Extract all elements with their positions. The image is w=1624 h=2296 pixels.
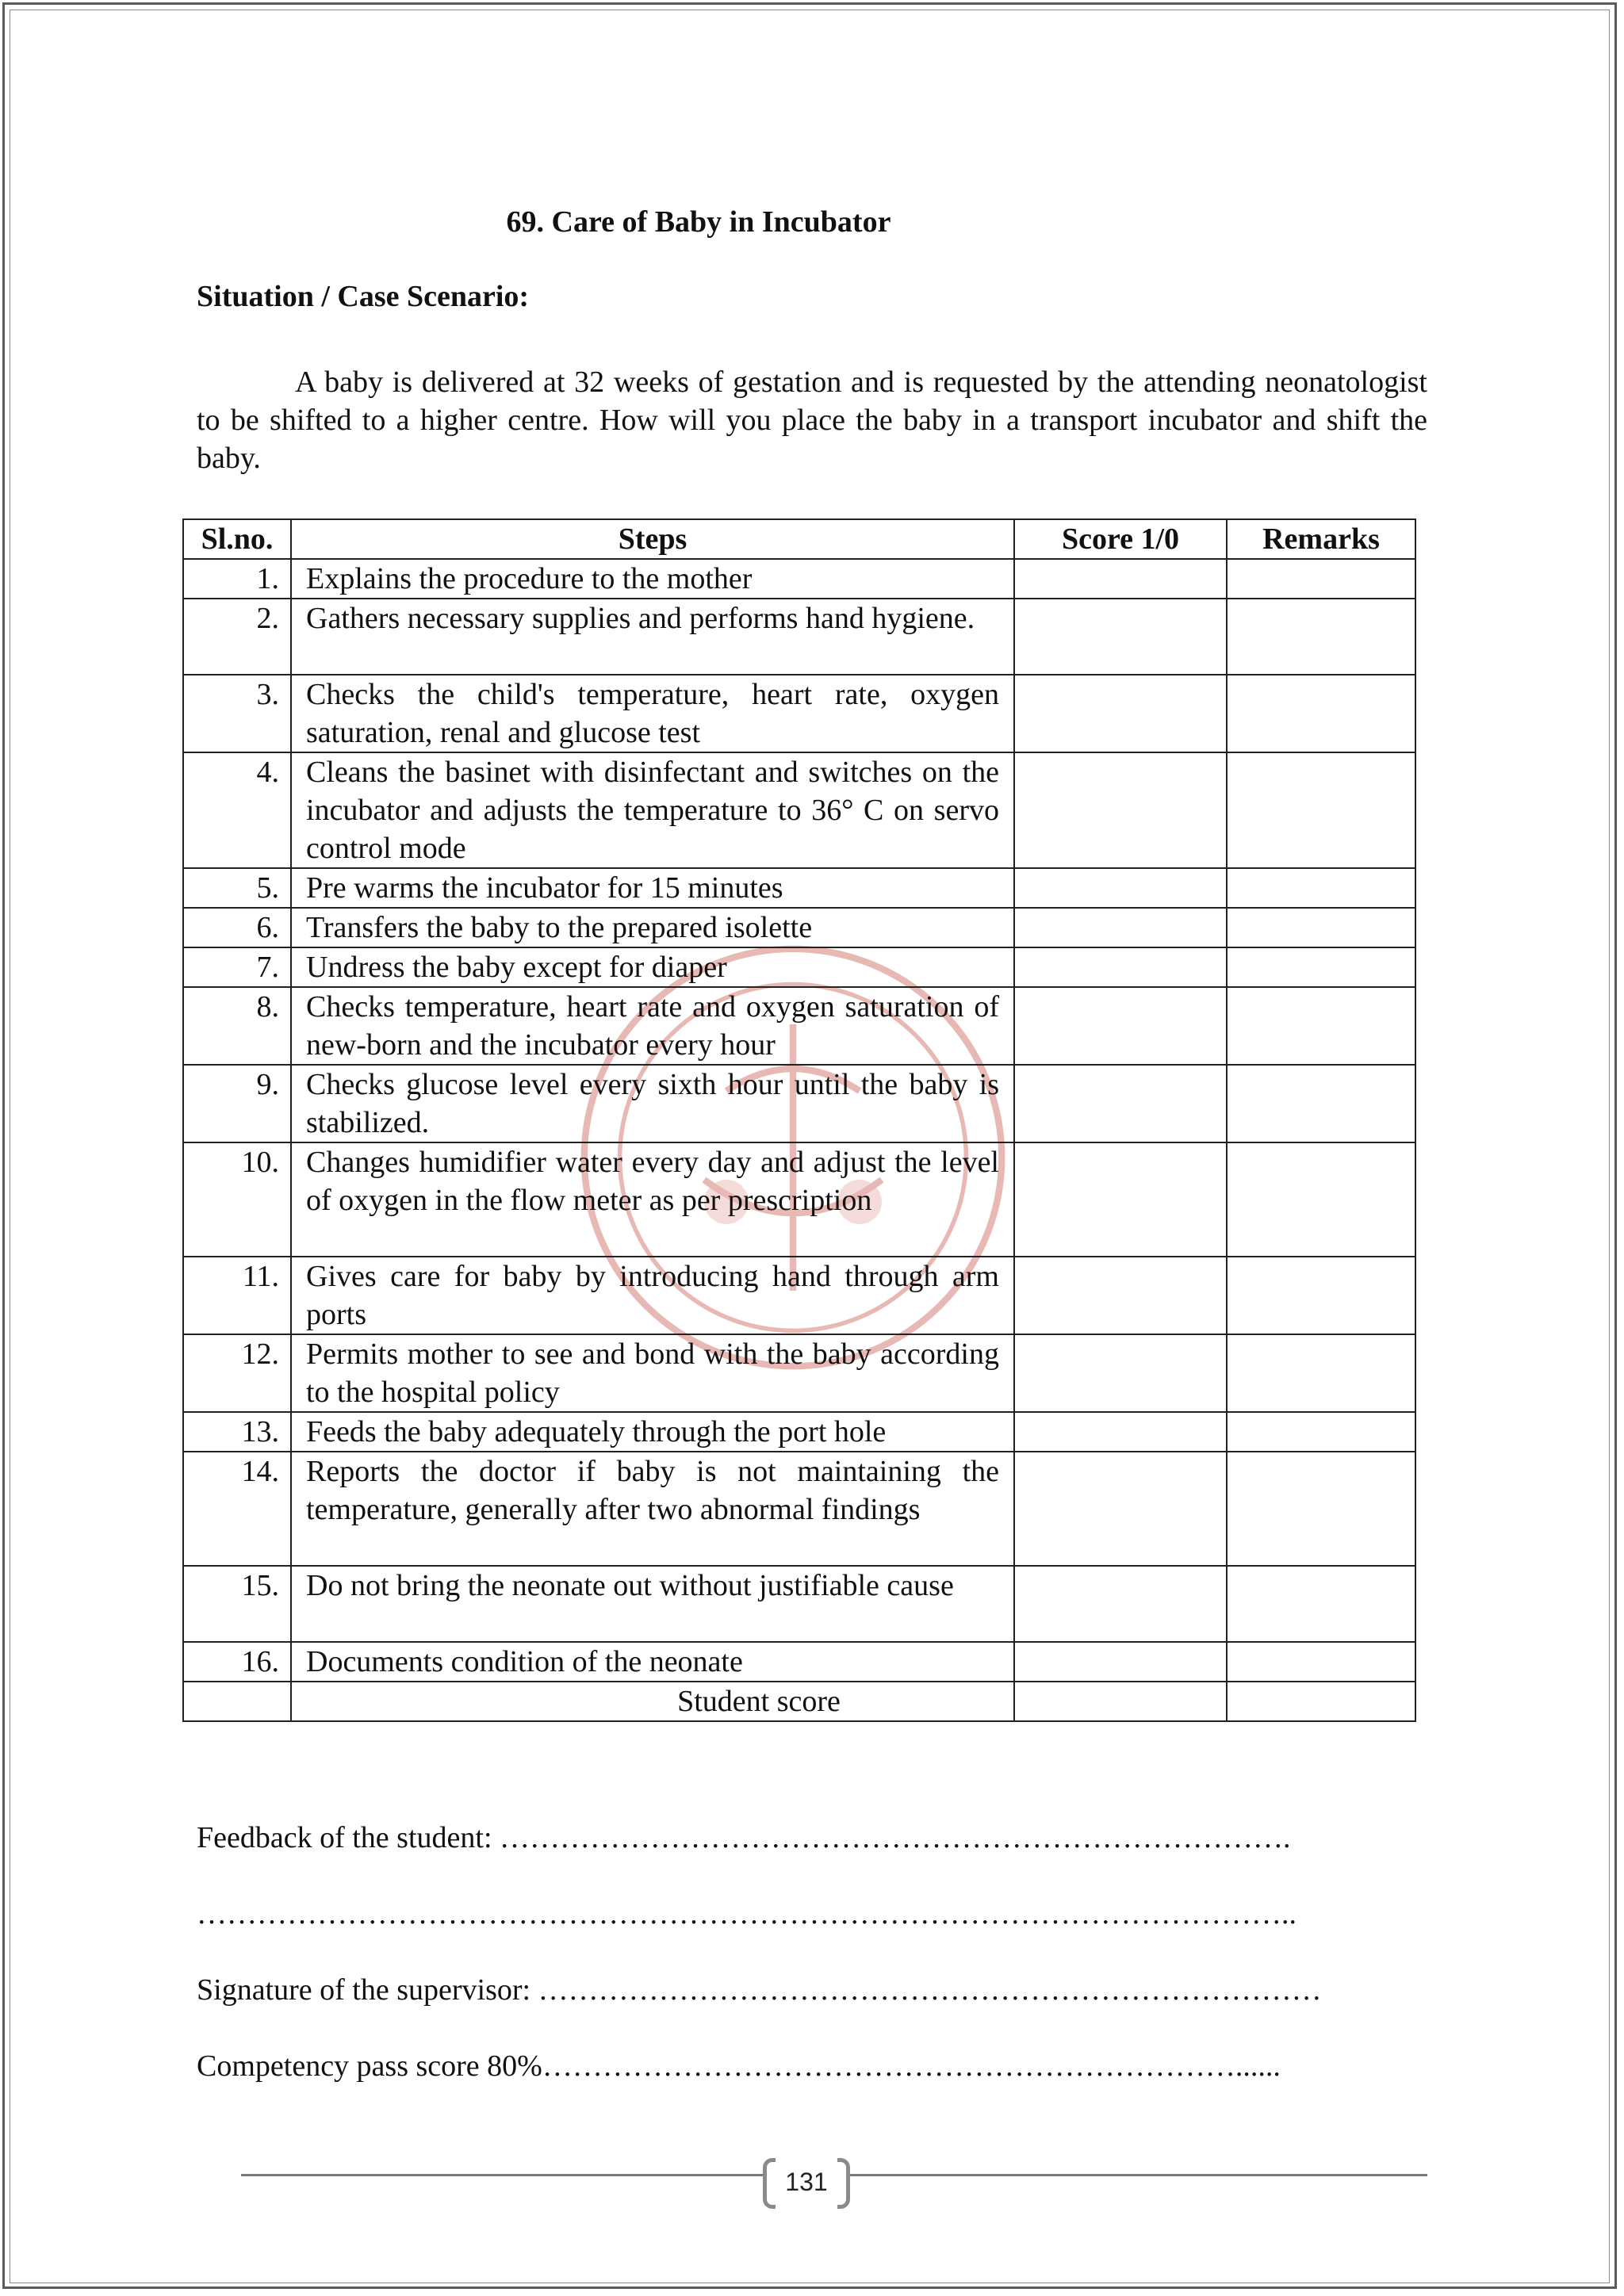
row-number: 13. (183, 1412, 291, 1452)
row-step: Changes humidifier water every day and adjust the level of oxygen in the flow meter as per prescription (291, 1142, 1014, 1257)
total-empty-cell (183, 1682, 291, 1721)
row-step: Explains the procedure to the mother (291, 559, 1014, 599)
row-number: 9. (183, 1065, 291, 1142)
table-row (183, 1566, 1415, 1642)
table-row (183, 1257, 1415, 1334)
row-number: 2. (183, 599, 291, 675)
row-step: Gathers necessary supplies and performs hand hygiene. (291, 599, 1014, 675)
row-number: 4. (183, 752, 291, 868)
row-remarks-cell (1227, 1566, 1415, 1642)
total-score-cell (1014, 1682, 1227, 1721)
header-score: Score 1/0 (1014, 519, 1227, 559)
row-score-cell (1014, 675, 1227, 752)
row-score-cell (1014, 1334, 1227, 1412)
row-score-cell (1014, 599, 1227, 675)
table-row (183, 1452, 1415, 1566)
row-number: 3. (183, 675, 291, 752)
row-step: Permits mother to see and bond with the baby according to the hospital policy (291, 1334, 1014, 1412)
table-row (183, 947, 1415, 987)
page-title: 69. Care of Baby in Incubator (506, 205, 891, 239)
page-number-box (763, 2158, 850, 2209)
row-step: Do not bring the neonate out without justifiable cause (291, 1566, 1014, 1642)
row-number: 1. (183, 559, 291, 599)
scenario-paragraph: A baby is delivered at 32 weeks of gestation and is requested by the attending neonatologist to be shifted to a higher centre. How will you place the baby in a transport incubator and shift the baby. (197, 365, 1427, 475)
row-remarks-cell (1227, 1642, 1415, 1682)
table-row (183, 559, 1415, 599)
table-row (183, 1412, 1415, 1452)
table-row (183, 1065, 1415, 1142)
row-number: 15. (183, 1566, 291, 1642)
table-row (183, 868, 1415, 908)
row-number: 11. (183, 1257, 291, 1334)
row-score-cell (1014, 752, 1227, 868)
row-step: Feeds the baby adequately through the port hole (291, 1412, 1014, 1452)
total-remarks-cell (1227, 1682, 1415, 1721)
table-row (183, 908, 1415, 947)
row-number: 8. (183, 987, 291, 1065)
table-row (183, 1142, 1415, 1257)
section-heading: Situation / Case Scenario: (197, 280, 530, 313)
footer-rule-right (850, 2174, 1427, 2176)
header-steps: Steps (291, 519, 1014, 559)
header-remarks: Remarks (1227, 519, 1415, 559)
row-step: Undress the baby except for diaper (291, 947, 1014, 987)
row-remarks-cell (1227, 752, 1415, 868)
page-number: 131 (785, 2168, 828, 2196)
row-score-cell (1014, 1065, 1227, 1142)
row-score-cell (1014, 1142, 1227, 1257)
row-step: Checks the child's temperature, heart rate, oxygen saturation, renal and glucose test (291, 675, 1014, 752)
row-remarks-cell (1227, 559, 1415, 599)
row-number: 14. (183, 1452, 291, 1566)
student-score-label: Student score (291, 1682, 1014, 1721)
row-score-cell (1014, 868, 1227, 908)
row-step: Transfers the baby to the prepared isolette (291, 908, 1014, 947)
row-step: Checks glucose level every sixth hour until the baby is stabilized. (291, 1065, 1014, 1142)
row-score-cell (1014, 947, 1227, 987)
row-score-cell (1014, 987, 1227, 1065)
row-score-cell (1014, 1566, 1227, 1642)
table-row (183, 675, 1415, 752)
row-score-cell (1014, 1412, 1227, 1452)
row-number: 12. (183, 1334, 291, 1412)
header-slno: Sl.no. (183, 519, 291, 559)
row-remarks-cell (1227, 868, 1415, 908)
row-remarks-cell (1227, 1412, 1415, 1452)
row-remarks-cell (1227, 987, 1415, 1065)
row-score-cell (1014, 1642, 1227, 1682)
student-score-row (183, 1682, 1415, 1721)
row-remarks-cell (1227, 599, 1415, 675)
row-step: Cleans the basinet with disinfectant and switches on the incubator and adjusts the temperature to 36° C on servo control mode (291, 752, 1014, 868)
row-step: Checks temperature, heart rate and oxygen saturation of new-born and the incubator every hour (291, 987, 1014, 1065)
pass-score-line: Competency pass score 80%……………………………………………………………...... (197, 2049, 1281, 2083)
row-step: Gives care for baby by introducing hand through arm ports (291, 1257, 1014, 1334)
row-step: Reports the doctor if baby is not maintaining the temperature, generally after two abnormal findings (291, 1452, 1014, 1566)
row-number: 6. (183, 908, 291, 947)
row-remarks-cell (1227, 947, 1415, 987)
row-score-cell (1014, 908, 1227, 947)
row-remarks-cell (1227, 908, 1415, 947)
row-number: 5. (183, 868, 291, 908)
row-step: Documents condition of the neonate (291, 1642, 1014, 1682)
row-remarks-cell (1227, 1334, 1415, 1412)
student-feedback-line: Feedback of the student: ……………………………………………………………………. (197, 1821, 1291, 1854)
row-remarks-cell (1227, 675, 1415, 752)
table-row (183, 1642, 1415, 1682)
row-step: Pre warms the incubator for 15 minutes (291, 868, 1014, 908)
row-number: 16. (183, 1642, 291, 1682)
row-number: 7. (183, 947, 291, 987)
row-score-cell (1014, 1452, 1227, 1566)
row-remarks-cell (1227, 1065, 1415, 1142)
row-score-cell (1014, 559, 1227, 599)
row-remarks-cell (1227, 1452, 1415, 1566)
row-score-cell (1014, 1257, 1227, 1334)
table-header-row (183, 519, 1415, 559)
row-remarks-cell (1227, 1142, 1415, 1257)
supervisor-signature-line: Signature of the supervisor: …………………………………………………………………… (197, 1973, 1322, 2007)
row-remarks-cell (1227, 1257, 1415, 1334)
footer-rule-left (241, 2174, 764, 2176)
table-row (183, 599, 1415, 675)
row-number: 10. (183, 1142, 291, 1257)
table-row (183, 752, 1415, 868)
table-row (183, 1334, 1415, 1412)
student-feedback-continuation: ……………………………………………………………………………………………….. (197, 1897, 1297, 1931)
procedure-checklist-table (182, 519, 1416, 1722)
table-row (183, 987, 1415, 1065)
